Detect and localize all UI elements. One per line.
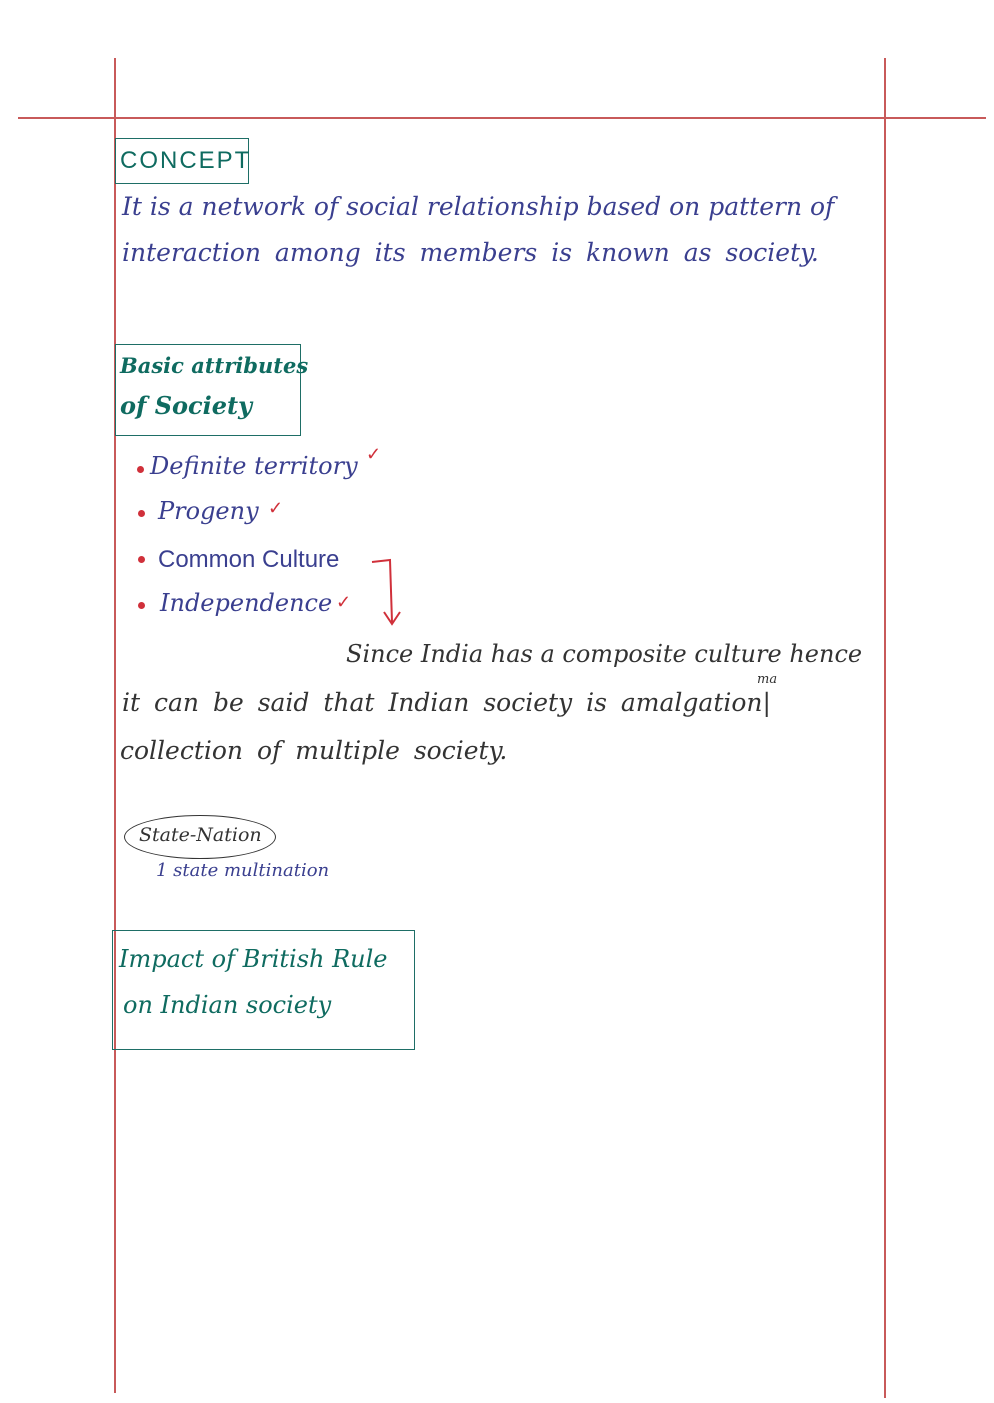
top-margin-line	[18, 117, 986, 119]
impact-heading-line-2: on Indian society	[123, 991, 332, 1019]
right-margin-line	[884, 58, 886, 1398]
attributes-heading-line-1: Basic attributes	[120, 353, 309, 378]
concept-heading: CONCEPT	[120, 147, 252, 174]
concept-line-2: interaction among its members is known as society.	[122, 238, 819, 267]
bracket-arrow-icon	[370, 556, 406, 628]
bullet-icon	[138, 510, 145, 517]
bullet-icon	[138, 556, 145, 563]
impact-heading-line-1: Impact of British Rule	[119, 945, 388, 973]
state-nation-circle	[124, 815, 276, 859]
impact-heading-box	[112, 930, 415, 1050]
check-icon: ✓	[336, 592, 352, 613]
attributes-heading-box	[115, 344, 309, 436]
check-icon: ✓	[366, 444, 382, 465]
attribute-item: Definite territory	[150, 452, 358, 480]
left-margin-line	[114, 58, 116, 1393]
paragraph-insert: ma	[757, 672, 778, 687]
attributes-heading-line-2: of Society	[120, 391, 253, 420]
paragraph-line-1: Since India has a composite culture hence	[346, 640, 863, 668]
attribute-item: Independence	[160, 589, 333, 617]
attribute-item: Common Culture	[158, 546, 340, 573]
check-icon: ✓	[268, 498, 284, 519]
attribute-item: Progeny	[158, 497, 259, 525]
bullet-icon	[138, 602, 145, 609]
paragraph-line-3: collection of multiple society.	[120, 736, 508, 765]
bullet-icon	[137, 466, 144, 473]
paragraph-line-2: it can be said that Indian society is amalgation|	[122, 688, 771, 717]
state-nation-note: 1 state multination	[156, 860, 330, 881]
state-nation-label: State-Nation	[139, 824, 262, 846]
concept-heading-box	[115, 138, 252, 184]
concept-line-1: It is a network of social relationship based on pattern of	[122, 192, 835, 221]
